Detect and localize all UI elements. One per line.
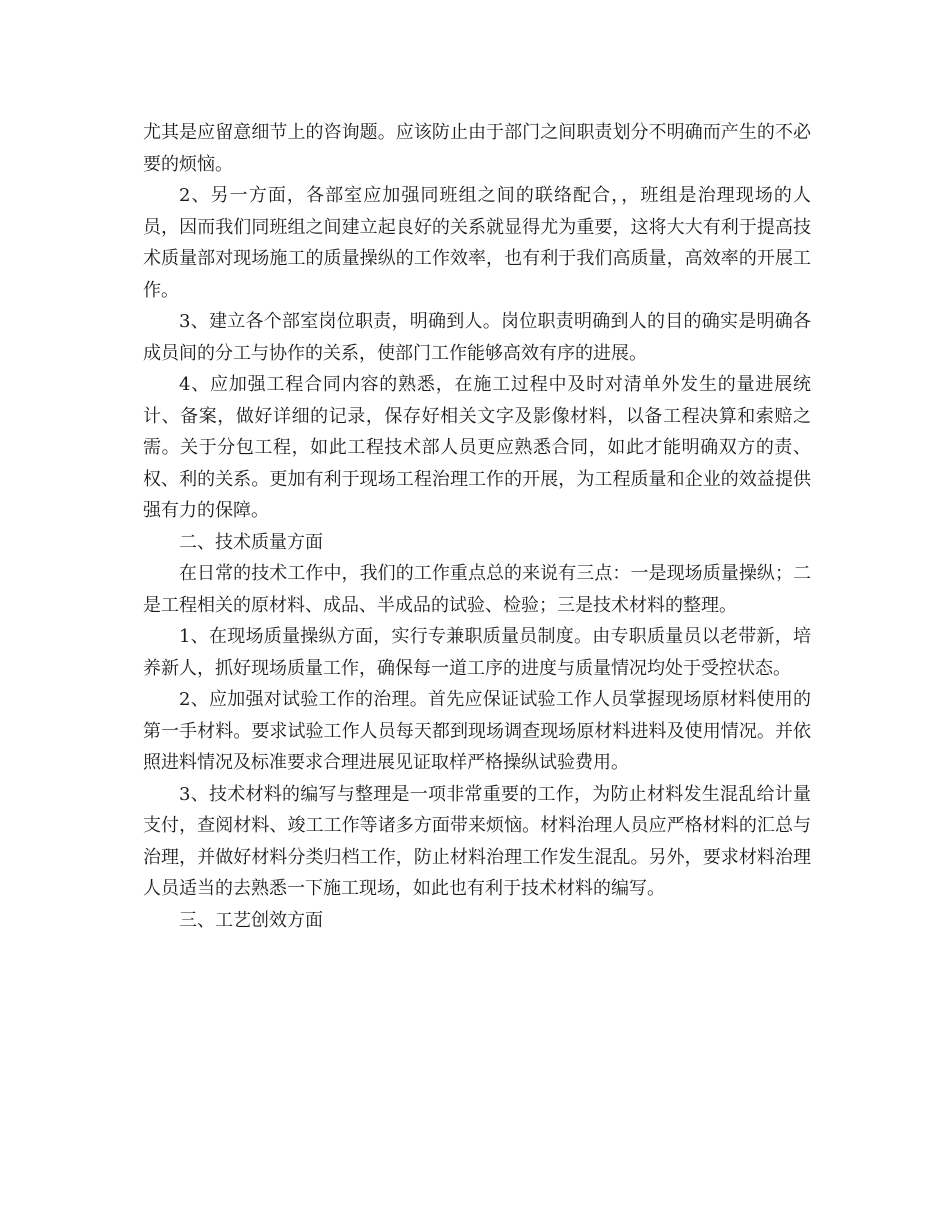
paragraph-1: 尤其是应留意细节上的咨询题。应该防止由于部门之间职责划分不明确而产生的不必要的烦恼。 [143, 122, 811, 175]
section-heading-process-efficiency: 三、工艺创效方面 [179, 909, 323, 931]
section-heading-technical-quality: 二、技术质量方面 [179, 531, 323, 553]
paragraph-2: 2、另一方面，各部室应加强同班组之间的联络配合，，班组是治理现场的人员，因而我们同班组之间建立起良好的关系就显得尤为重要，这将大大有利于提高技术质量部对现场施工的质量操纵的工作效率，也有利于我们高质量，高效率的开展工作。 [143, 185, 811, 301]
paragraph-3: 3、建立各个部室岗位职责，明确到人。岗位职责明确到人的目的确实是明确各成员间的分工与协作的关系，使部门工作能够高效有序的进展。 [143, 311, 811, 364]
paragraph-6: 1、在现场质量操纵方面，实行专兼职质量员制度。由专职质量员以老带新，培养新人，抓好现场质量工作，确保每一道工序的进度与质量情况均处于受控状态。 [143, 626, 811, 679]
paragraph-4: 4、应加强工程合同内容的熟悉，在施工过程中及时对清单外发生的量进展统计、备案，做好详细的记录，保存好相关文字及影像材料，以备工程决算和索赔之需。关于分包工程，如此工程技术部人员更应熟悉合同，如此才能明确双方的责、权、利的关系。更加有利于现场工程治理工作的开展，为工程质量和企业的效益提供强有力的保障。 [143, 374, 811, 521]
document-body [143, 117, 811, 936]
paragraph-7: 2、应加强对试验工作的治理。首先应保证试验工作人员掌握现场原材料使用的第一手材料。要求试验工作人员每天都到现场调查现场原材料进料及使用情况。并依照进料情况及标准要求合理进展见证取样严格操纵试验费用。 [143, 689, 811, 773]
paragraph-5: 在日常的技术工作中，我们的工作重点总的来说有三点：一是现场质量操纵；二是工程相关的原材料、成品、半成品的试验、检验；三是技术材料的整理。 [143, 563, 811, 616]
paragraph-8: 3、技术材料的编写与整理是一项非常重要的工作，为防止材料发生混乱给计量支付，查阅材料、竣工工作等诸多方面带来烦恼。材料治理人员应严格材料的汇总与治理，并做好材料分类归档工作，防止材料治理工作发生混乱。另外，要求材料治理人员适当的去熟悉一下施工现场，如此也有利于技术材料的编写。 [143, 783, 811, 899]
